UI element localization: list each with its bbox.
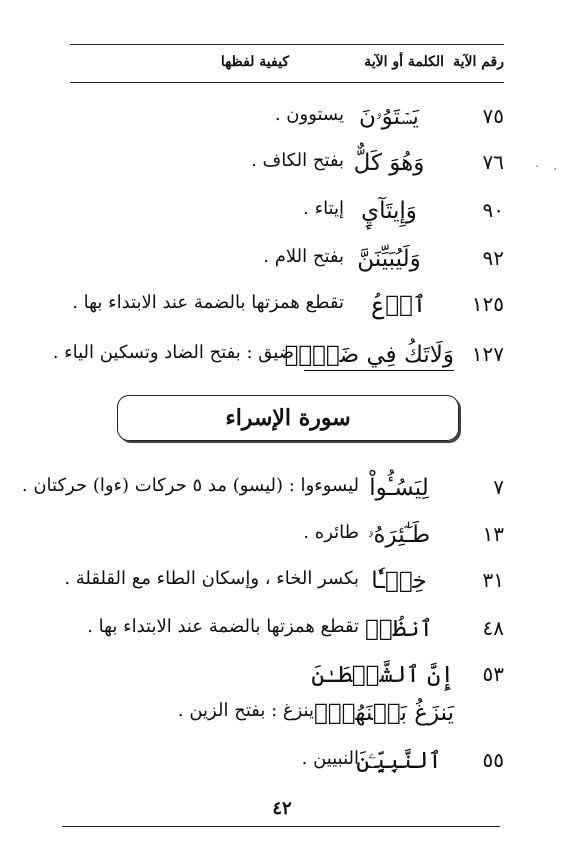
verse-number: ١٢٥ bbox=[471, 292, 504, 316]
table-row bbox=[60, 662, 504, 700]
table-row bbox=[60, 522, 504, 560]
quran-word: إِنَّ ٱلشَّيۡطَـٰنَ bbox=[311, 662, 454, 688]
surah-title-box: سورة الإسراء bbox=[117, 395, 459, 441]
verse-number: ٧٥ bbox=[482, 104, 504, 128]
quran-word: لِيَسُـُٔواْ bbox=[369, 475, 429, 501]
verse-number: ٥٥ bbox=[482, 748, 504, 772]
quran-word: وَإِيتَآيِٕ bbox=[361, 198, 417, 224]
table-row bbox=[21, 475, 504, 513]
table-row bbox=[60, 748, 504, 786]
pronunciation-note: إيتاء . bbox=[303, 198, 344, 219]
page-bottom-rule bbox=[62, 826, 500, 827]
pronunciation-note: طائره . bbox=[303, 522, 359, 543]
quran-word: وَلَاتَكُ فِي ضَيۡقٖ bbox=[304, 342, 454, 371]
verse-number: ٣١ bbox=[482, 568, 504, 592]
verse-number: ١٣ bbox=[482, 522, 504, 546]
pronunciation-note: تقطع همزتها بالضمة عند الابتداء بها . bbox=[87, 616, 359, 637]
quran-word: طَـٰٓئِرَهُۥ bbox=[367, 522, 431, 548]
quran-word: ٱدۡعُ bbox=[371, 292, 427, 318]
quran-word: وَلَيُبَيِّنَنَّ bbox=[357, 246, 421, 272]
pronunciation-note: ينزغ : بفتح الزين . bbox=[177, 700, 314, 721]
table-row bbox=[60, 198, 504, 236]
quran-word: يَنزَغُ بَيۡنَهُمۡۚ bbox=[313, 700, 454, 726]
pronunciation-note: بفتح الكاف . bbox=[251, 150, 344, 171]
scan-speck bbox=[536, 165, 538, 167]
table-row bbox=[60, 700, 504, 738]
pronunciation-note: يستوون . bbox=[274, 104, 344, 125]
verse-number: ٥٣ bbox=[482, 662, 504, 686]
verse-number: ٧ bbox=[493, 475, 504, 499]
pronunciation-note: بكسر الخاء ، وإسكان الطاء مع القلقلة . bbox=[64, 568, 359, 589]
pronunciation-note: تقطع همزتها بالضمة عند الابتداء بها . bbox=[72, 292, 344, 313]
quran-word: ٱنظُرۡ bbox=[364, 616, 434, 642]
pronunciation-note: ليسوءوا : (ليسو) مد ٥ حركات (ءوا) حركتان . bbox=[21, 475, 359, 496]
page-number: ٤٢ bbox=[272, 798, 292, 819]
header-word: الكلمة أو الآية bbox=[364, 54, 444, 70]
table-row bbox=[60, 246, 504, 284]
header-top-rule bbox=[70, 44, 504, 45]
table-row bbox=[52, 342, 504, 380]
table-row bbox=[60, 150, 504, 188]
table-row bbox=[60, 104, 504, 142]
quran-word: يَسۡتَوُۥنَ bbox=[359, 104, 419, 130]
verse-number: ٩٠ bbox=[482, 198, 504, 222]
quran-word: خِطۡـٔٗا bbox=[371, 568, 427, 594]
table-row bbox=[60, 568, 504, 606]
header-bottom-rule bbox=[70, 82, 504, 83]
verse-number: ٤٨ bbox=[482, 616, 504, 640]
verse-number: ١٢٧ bbox=[471, 342, 504, 366]
pronunciation-note: ضيق : بفتح الضاد وتسكين الياء . bbox=[52, 342, 294, 363]
table-row bbox=[60, 292, 504, 330]
header-pronunciation: كيفية لفظها bbox=[220, 54, 289, 70]
header-verse-number: رقم الآية bbox=[453, 54, 504, 70]
table-row bbox=[60, 616, 504, 654]
quran-word: وَهُوَ كَلٌّ bbox=[353, 150, 425, 176]
verse-number: ٧٦ bbox=[482, 150, 504, 174]
quran-word: ٱلنَّبِيِّـۧنَ bbox=[356, 748, 442, 774]
verse-number: ٩٢ bbox=[482, 246, 504, 270]
pronunciation-note: بفتح اللام . bbox=[263, 246, 344, 267]
scan-speck bbox=[554, 168, 556, 170]
pronunciation-note: النبيين . bbox=[301, 748, 359, 769]
